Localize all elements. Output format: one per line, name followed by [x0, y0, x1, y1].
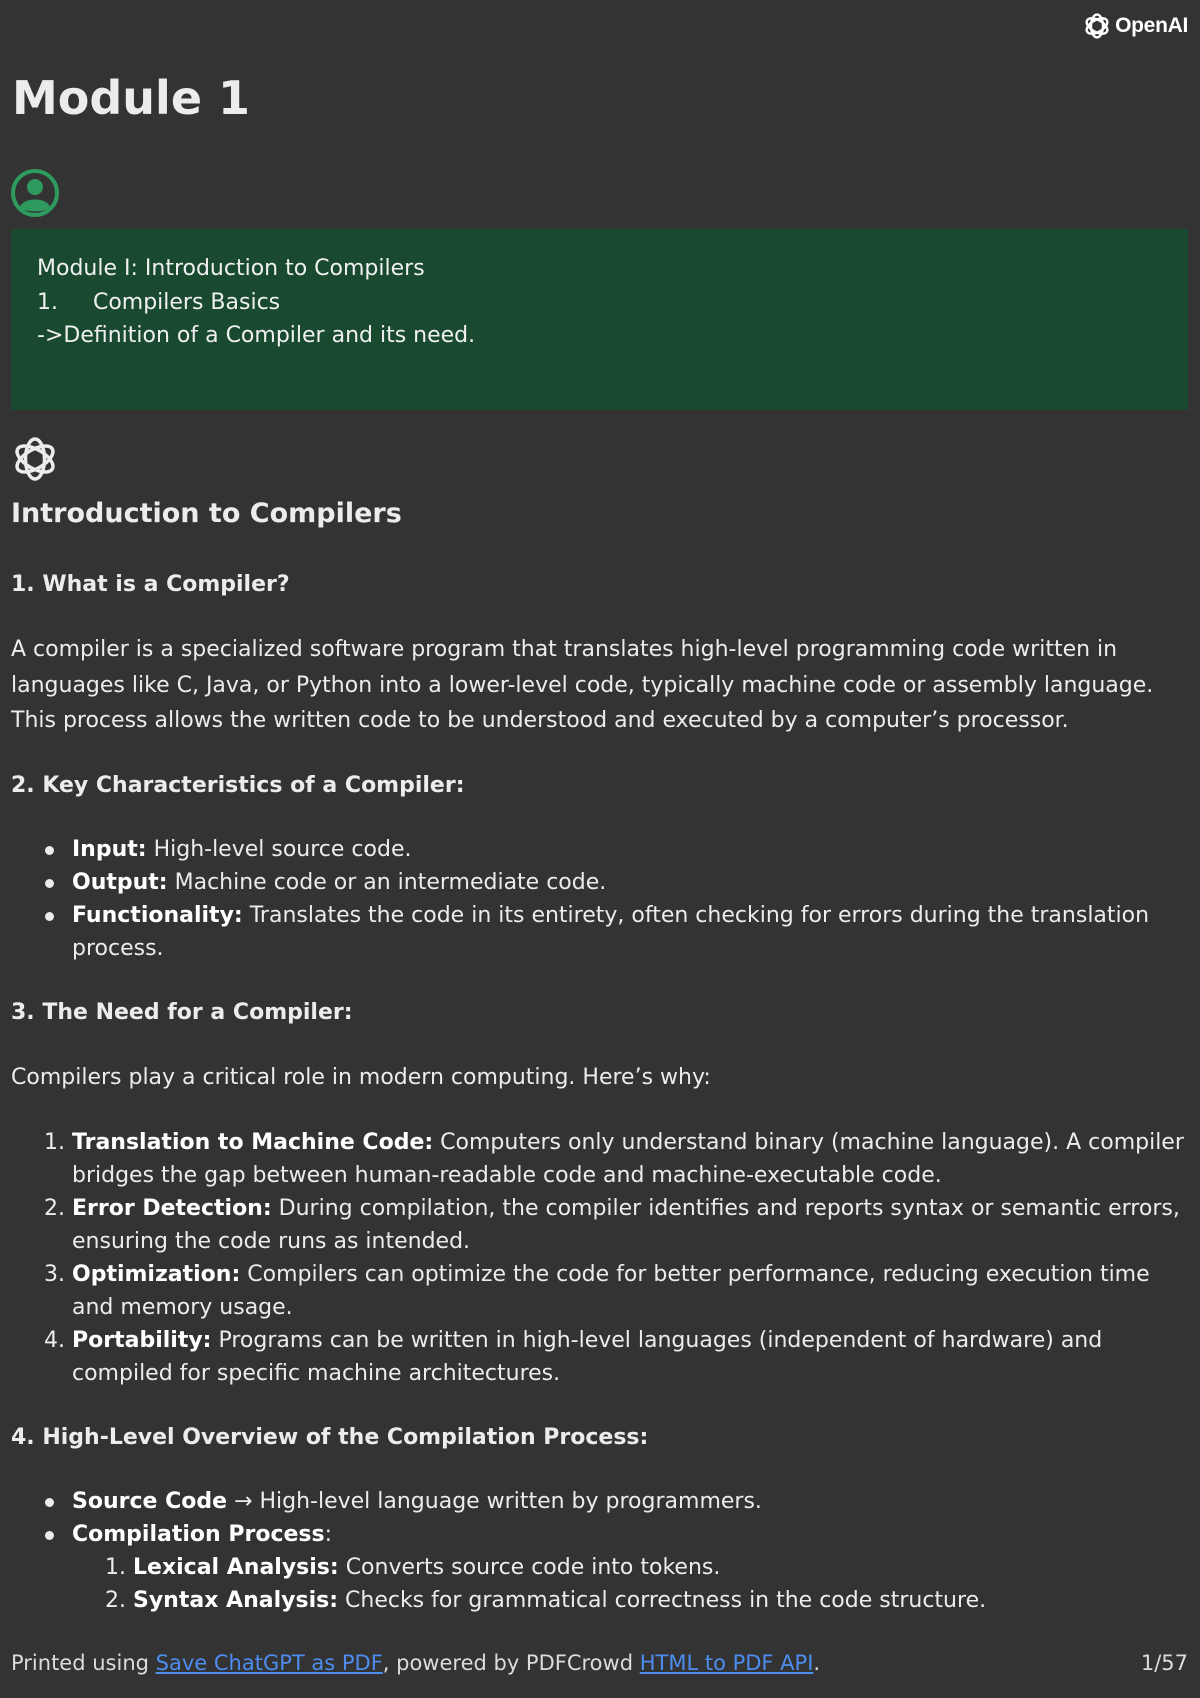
item-label: Translation to Machine Code:: [72, 1130, 434, 1155]
item-label: Source Code: [72, 1489, 228, 1514]
item-label: Compilation Process: [72, 1522, 325, 1547]
item-text: → High-level language written by programmers.: [227, 1489, 762, 1514]
item-text: Compilers can optimize the code for better performance, reducing execution time and memory usage.: [72, 1262, 1150, 1320]
list-item: [72, 1518, 1191, 1617]
user-message-line: Module I: Introduction to Compilers: [37, 256, 425, 281]
footer-suffix: .: [813, 1651, 821, 1675]
item-label: Error Detection:: [72, 1196, 272, 1221]
item-label: Syntax Analysis:: [133, 1588, 339, 1613]
user-avatar-icon: [10, 168, 60, 218]
openai-logo: [1082, 11, 1188, 41]
list-item: [133, 1551, 1191, 1584]
footer-middle: , powered by PDFCrowd: [382, 1651, 640, 1675]
page-number: 1/57: [1140, 1651, 1188, 1675]
item-text: Machine code or an intermediate code.: [167, 869, 607, 895]
item-text: High-level source code.: [146, 836, 412, 862]
item-label: Portability:: [72, 1328, 212, 1353]
save-chatgpt-pdf-link[interactable]: Save ChatGPT as PDF: [155, 1651, 383, 1675]
list-item: [72, 1126, 1191, 1192]
html-to-pdf-api-link[interactable]: HTML to PDF API: [639, 1651, 814, 1675]
brand-name: OpenAI: [1115, 14, 1188, 37]
item-label: Output:: [72, 869, 168, 895]
item-text: Programs can be written in high-level languages (independent of hardware) and compiled for specific machine architectures.: [72, 1328, 1103, 1386]
list-item: [133, 1584, 1191, 1617]
item-text: Computers only understand binary (machine language). A compiler bridges the gap between human-readable code and machine-executable code.: [72, 1130, 1184, 1188]
section-heading-overview: 4. High-Level Overview of the Compilation Process:: [11, 1425, 649, 1450]
section-heading-what-is-compiler: 1. What is a Compiler?: [11, 572, 290, 597]
section-heading-characteristics: 2. Key Characteristics of a Compiler:: [11, 772, 465, 798]
item-text: :: [324, 1522, 333, 1547]
footer-credit: [11, 1651, 820, 1675]
item-text: Translates the code in its entirety, often checking for errors during the translation process.: [72, 902, 1150, 961]
need-list: [11, 1126, 1191, 1390]
item-label: Functionality:: [72, 902, 243, 928]
answer-title: Introduction to Compilers: [11, 498, 402, 529]
list-item: [72, 899, 1191, 965]
compilation-phases-list: [72, 1551, 1191, 1617]
characteristics-list: [11, 833, 1191, 965]
footer-prefix: Printed using: [11, 1651, 156, 1675]
page-title: Module 1: [12, 71, 251, 125]
item-label: Optimization:: [72, 1262, 241, 1287]
user-message: [11, 229, 1188, 410]
list-item: [72, 1258, 1191, 1324]
item-label: Lexical Analysis:: [133, 1555, 339, 1580]
item-text: Checks for grammatical correctness in the code structure.: [338, 1588, 987, 1613]
assistant-answer: [11, 492, 1191, 1649]
openai-knot-icon: [1082, 11, 1112, 41]
compiler-definition-paragraph: A compiler is a specialized software program that translates high-level programming code written in languages like C, Java, or Python into a lower-level code, typically machine code or assembly language. This process allows the written code to be understood and executed by a computer’s processor.: [11, 637, 1154, 733]
list-item: [72, 833, 1191, 866]
overview-list: [11, 1485, 1191, 1617]
list-item: [72, 1324, 1191, 1390]
user-message-line: 1. Compilers Basics: [37, 289, 281, 315]
list-item: [72, 1192, 1191, 1258]
user-message-line: ->Definition of a Compiler and its need.: [37, 323, 476, 348]
item-label: Input:: [72, 836, 147, 862]
section-heading-need: 3. The Need for a Compiler:: [11, 999, 353, 1025]
item-text: During compilation, the compiler identifies and reports syntax or semantic errors, ensuring the code runs as intended.: [72, 1196, 1180, 1254]
list-item: [72, 866, 1191, 899]
print-footer: [11, 1651, 1188, 1675]
list-item: [72, 1485, 1191, 1518]
chatgpt-avatar-icon: [10, 434, 60, 484]
item-text: Converts source code into tokens.: [338, 1555, 721, 1580]
need-intro-paragraph: Compilers play a critical role in modern computing. Here’s why:: [11, 1064, 711, 1090]
